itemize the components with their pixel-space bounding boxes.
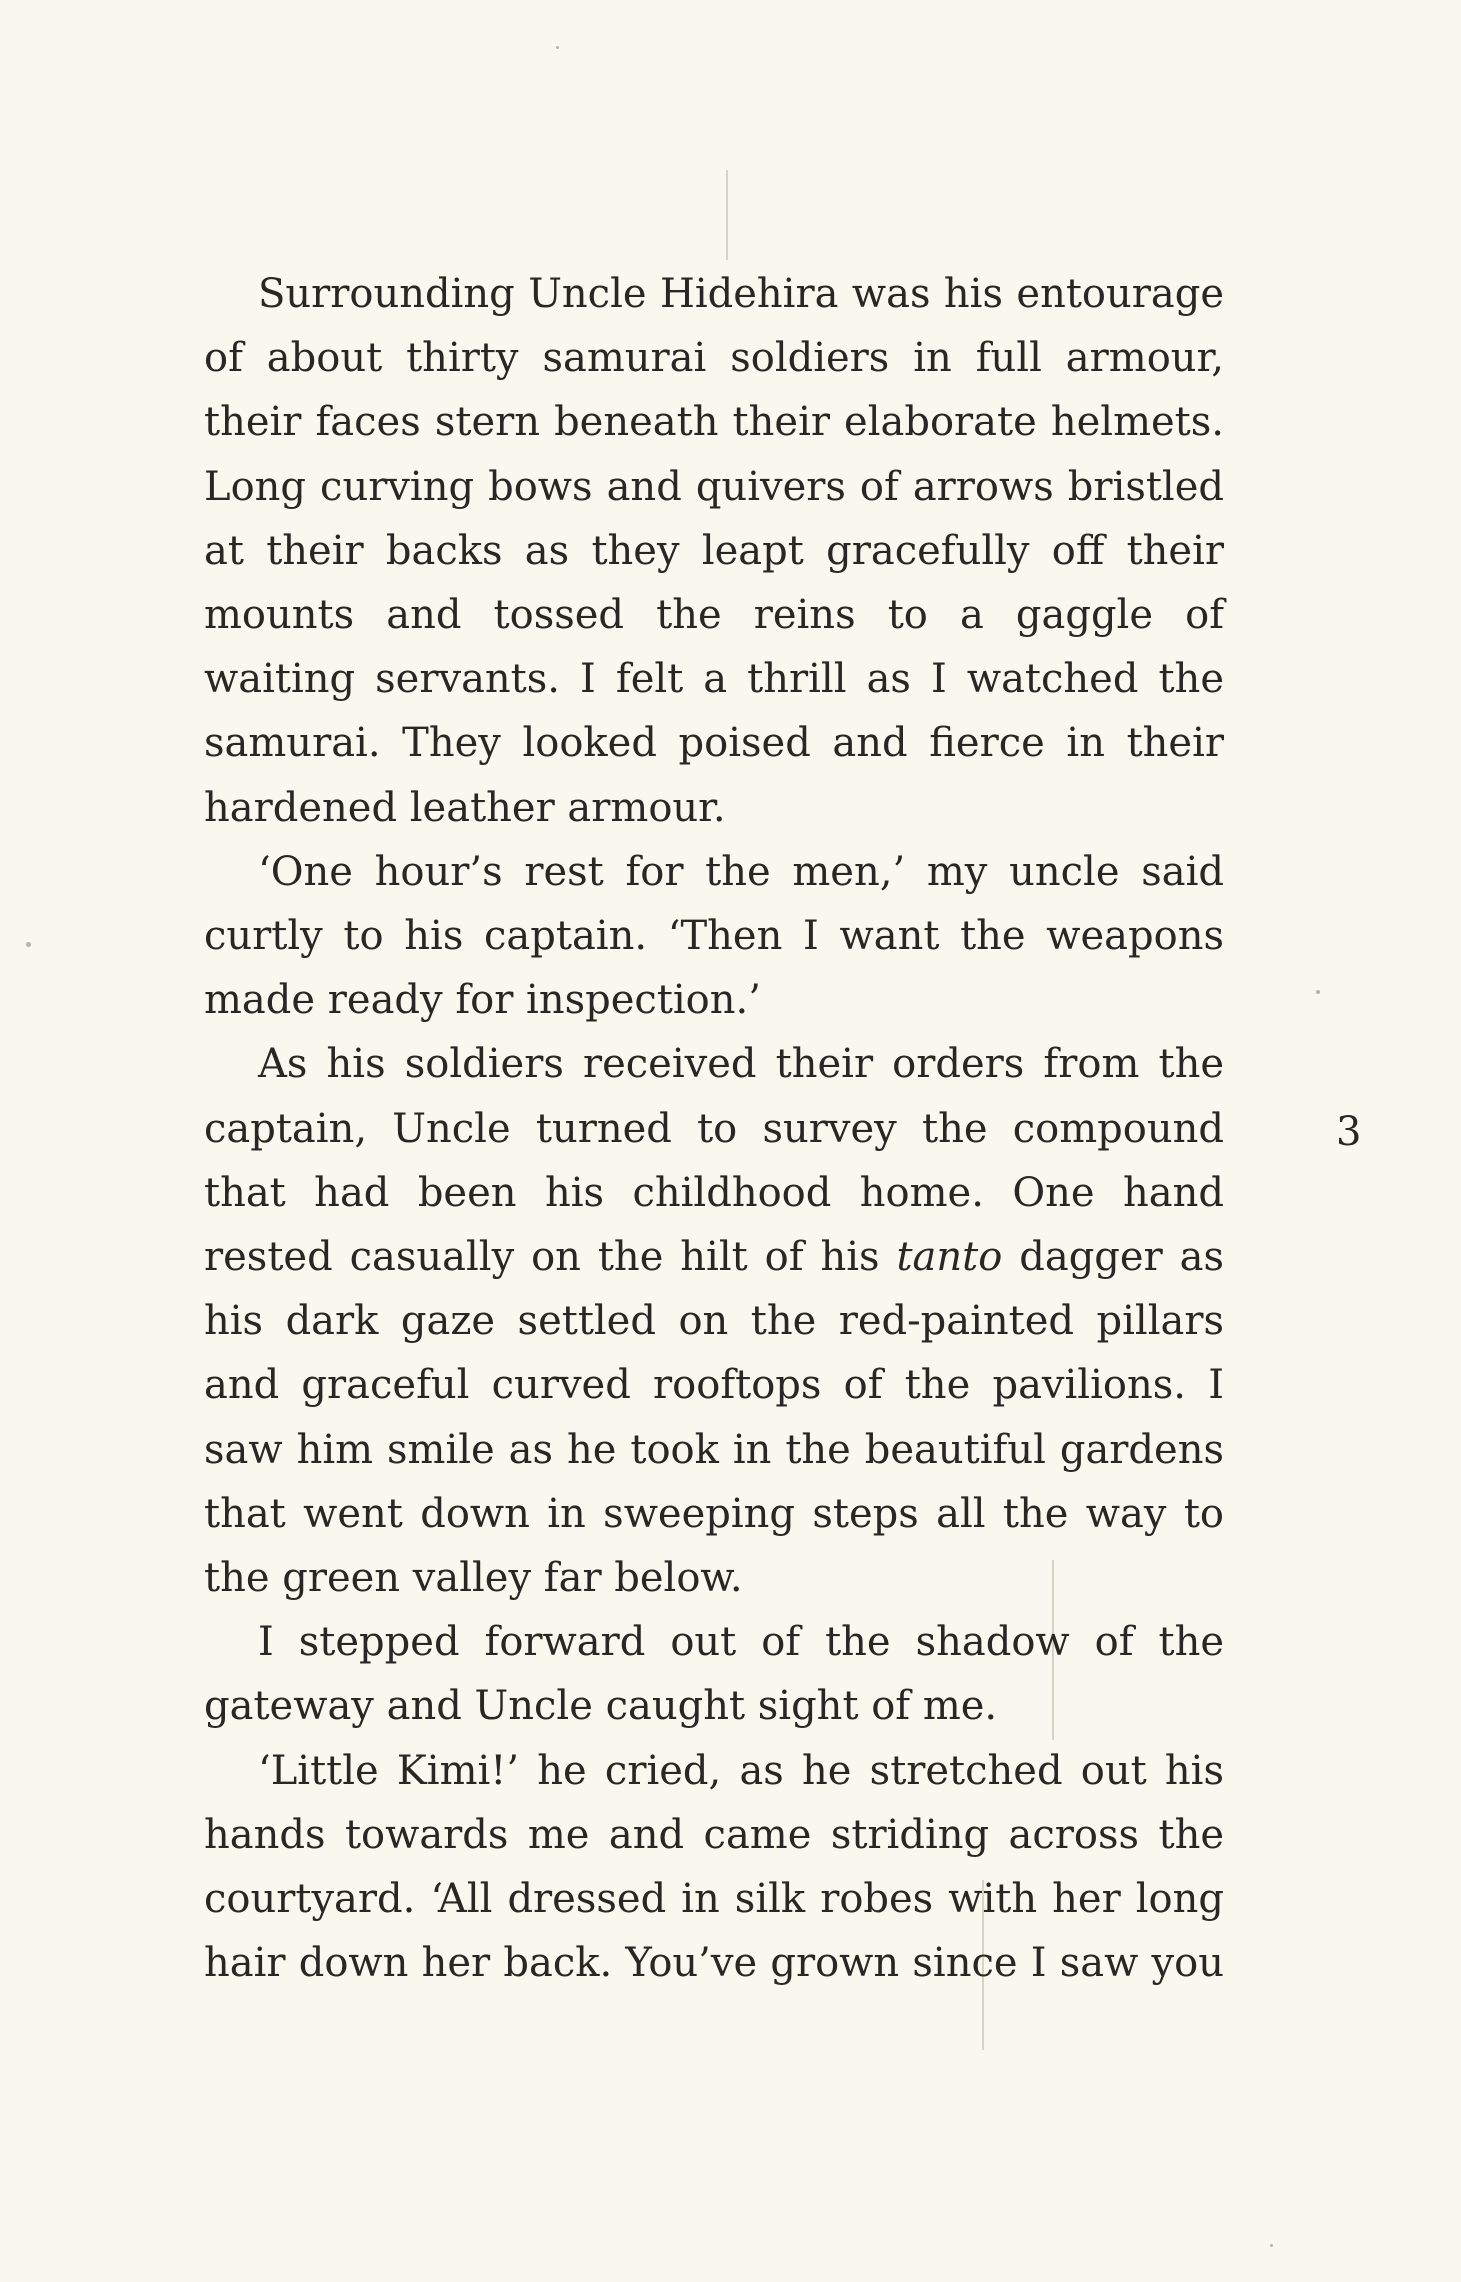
paragraph: [204, 262, 1224, 840]
body-text: [204, 262, 1224, 1995]
text-segment: ‘One hour’s rest for the men,’ my uncle said curtly to his captain. ‘Then I want the weapons made ready for inspection.’: [204, 848, 1224, 1024]
paragraph: [204, 840, 1224, 1033]
page-crease: [726, 170, 728, 260]
paper-speck: [1316, 990, 1320, 994]
paragraph: [204, 1032, 1224, 1610]
italic-text: tanto: [896, 1234, 1003, 1281]
page-number: 3: [1336, 1109, 1362, 1155]
text-segment: Surrounding Uncle Hidehira was his entourage of about thirty samurai soldiers in full armour, their faces stern beneath their elaborate helmets. Long curving bows and quivers of arrows bristled at their backs as they leapt gracefully off their mounts and tossed the reins to a gaggle of waiting servants. I felt a thrill as I watched the samurai. They looked poised and fierce in their hardened leather armour.: [204, 271, 1224, 831]
paragraph: [204, 1610, 1224, 1738]
text-segment: ‘Little Kimi!’ he cried, as he stretched out his hands towards me and came striding across the courtyard. ‘All dressed in silk robes with her long hair down her back. You’ve grown since I saw you: [204, 1747, 1224, 1987]
paper-speck: [1270, 2244, 1273, 2247]
paper-speck: [556, 46, 559, 49]
text-segment: I stepped forward out of the shadow of the gateway and Uncle caught sight of me.: [204, 1619, 1224, 1730]
text-segment: As his soldiers received their orders from the captain, Uncle turned to survey the compound that had been his childhood home. One hand rested casually on the hilt of his: [204, 1041, 1224, 1281]
text-segment: dagger as his dark gaze settled on the red-painted pillars and graceful curved rooftops of the pavilions. I saw him smile as he took in the beautiful gardens that went down in sweeping steps all the way to the green valley far below.: [204, 1234, 1224, 1602]
paragraph: [204, 1739, 1224, 1996]
paper-speck: [26, 942, 31, 947]
